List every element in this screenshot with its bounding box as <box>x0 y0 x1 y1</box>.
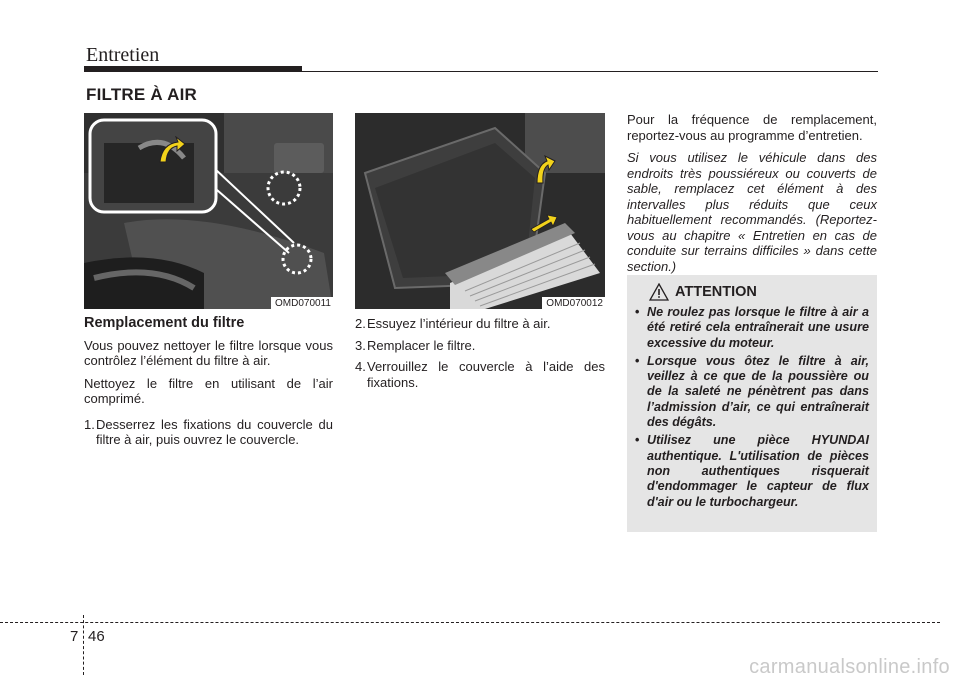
bullet: • <box>635 305 640 319</box>
column-2 <box>355 316 605 396</box>
step-item <box>355 338 605 354</box>
footer-rule <box>0 622 940 623</box>
paragraph: Vous pouvez nettoyer le filtre lorsque vous contrôlez l’élément du filtre à air. <box>84 337 333 368</box>
step-text: Remplacer le filtre. <box>367 337 476 353</box>
step-text: Desserrez les fixations du couvercle du filtre à air, puis ouvrez le couvercle. <box>96 416 333 447</box>
step-item <box>355 359 605 390</box>
page-number: 46 <box>88 628 105 645</box>
warning-triangle-icon <box>649 283 669 301</box>
watermark: carmanualsonline.info <box>749 656 950 678</box>
attention-list <box>635 305 869 510</box>
section-title: FILTRE À AIR <box>86 85 197 104</box>
footer-divider <box>83 615 84 675</box>
page-chapter-number: 7 <box>70 628 79 645</box>
step-text: Essuyez l’intérieur du filtre à air. <box>367 316 551 331</box>
paragraph: Nettoyez le filtre en utilisant de l’air comprimé. <box>84 375 333 406</box>
photo-caption: OMD070011 <box>271 297 333 309</box>
attention-item-text: Lorsque vous ôtez le filtre à air, veillez à ce que de la poussière ou de la saleté ne pénètrent pas dans l’admission d’air, ce qui entraînerait des dégâts. <box>647 353 869 430</box>
step-item <box>84 417 333 448</box>
attention-box <box>627 275 877 532</box>
chapter-title: Entretien <box>86 44 160 66</box>
engine-photo-1 <box>84 113 333 309</box>
engine-photo-1-illustration <box>84 113 333 309</box>
step-number: 3. <box>355 337 366 353</box>
column-3 <box>627 112 877 281</box>
filter-arrow-icon <box>529 213 559 233</box>
step-number: 4. <box>355 359 366 374</box>
attention-item-text: Utilisez une pièce HYUNDAI authentique. L'utilisation de pièces non authentiques risquerait d'endommager le capteur de flux d'air ou le turbochargeur. <box>647 433 869 509</box>
attention-item <box>635 305 869 351</box>
attention-item <box>635 354 869 430</box>
column-1 <box>84 316 333 454</box>
step-number: 1. <box>84 416 95 432</box>
curved-arrow-icon <box>156 136 186 166</box>
bullet: • <box>635 353 640 368</box>
subheading: Remplacement du filtre <box>84 315 245 331</box>
step-item <box>355 316 605 332</box>
attention-header <box>649 283 869 301</box>
attention-title: ATTENTION <box>675 284 757 300</box>
engine-photo-2 <box>355 113 605 309</box>
attention-item-text: Ne roulez pas lorsque le filtre à air a été retiré cela entraînerait une usure excessive du moteur. <box>647 305 869 350</box>
step-text: Verrouillez le couvercle à l’aide des fixations. <box>367 359 605 390</box>
header-rule-thin <box>302 71 878 72</box>
paragraph: Pour la fréquence de remplacement, reportez-vous au programme d’entretien. <box>627 112 877 143</box>
attention-item <box>635 433 869 509</box>
bullet: • <box>635 433 640 448</box>
photo-caption: OMD070012 <box>542 297 605 309</box>
step-number: 2. <box>355 316 366 331</box>
italic-paragraph: Si vous utilisez le véhicule dans des endroits très poussiéreux ou couverts de sable, remplacez cet élément à des intervalles plus réduits que ceux habituellement recommandés. (Reportez-vous au chapitre « Entretien en cas de conduite sur terrains difficiles » dans cette section.) <box>627 150 877 274</box>
curved-arrow-icon <box>533 155 557 185</box>
engine-photo-2-illustration <box>355 113 605 309</box>
header-rule-thick <box>84 66 302 72</box>
